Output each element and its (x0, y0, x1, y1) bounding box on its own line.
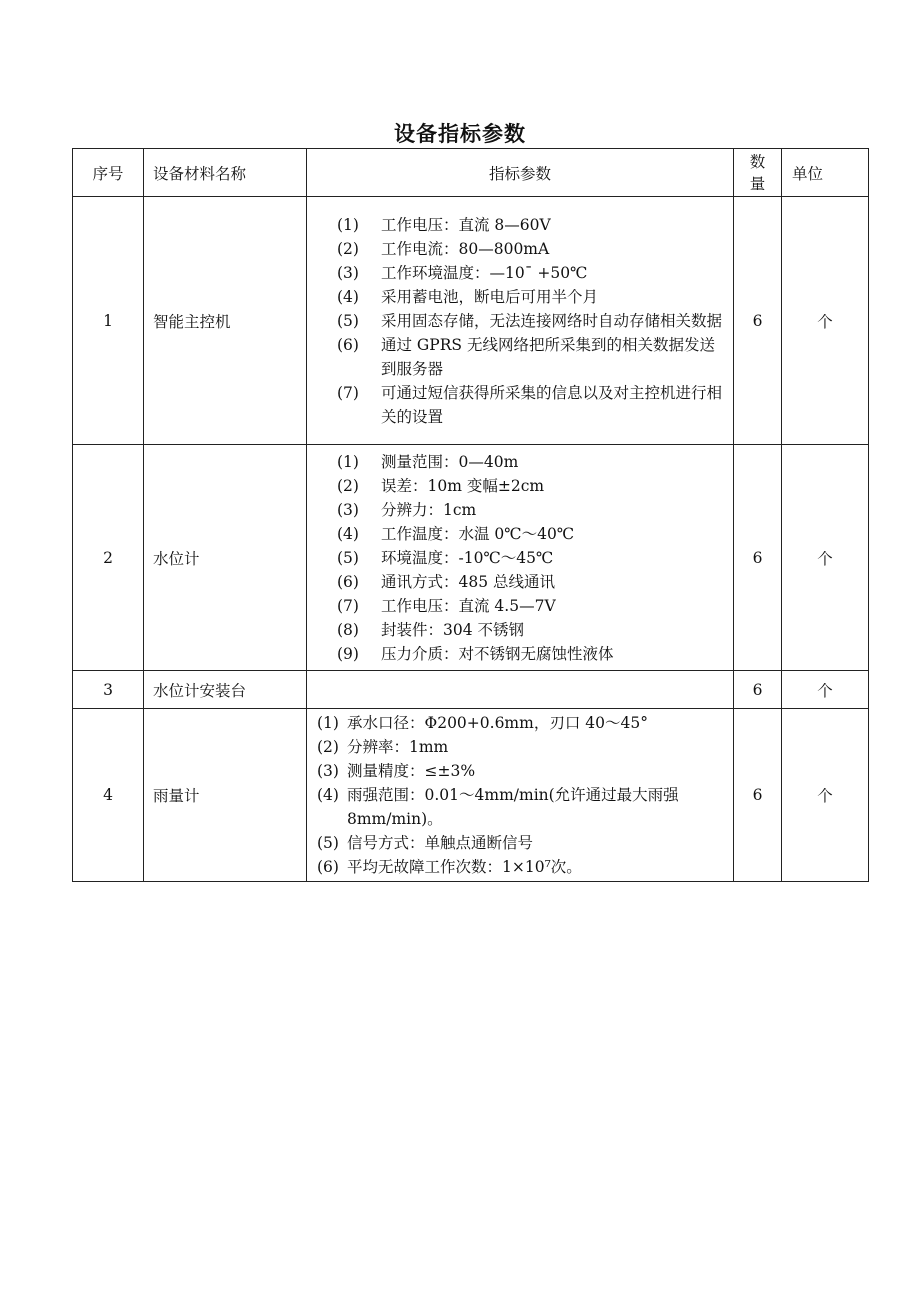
row-num: 1 (73, 197, 144, 445)
table-row (73, 445, 869, 671)
spec-text: 测量精度：≤±3% (347, 762, 476, 780)
spec-no: (6) (337, 572, 359, 591)
spec-text: 通讯方式：485 总线通讯 (381, 572, 556, 591)
table-row (73, 709, 869, 882)
header-name: 设备材料名称 (144, 149, 307, 197)
spec-item (307, 855, 733, 879)
spec-no: (3) (317, 762, 339, 780)
spec-item (307, 831, 733, 855)
row-specs (307, 709, 734, 882)
row-num: 2 (73, 445, 144, 671)
spec-text: 封装件：304 不锈钢 (381, 620, 525, 639)
spec-text: 工作电流：80—800mA (381, 239, 550, 258)
row-specs (307, 671, 734, 709)
row-qty: 6 (734, 671, 782, 709)
spec-item (307, 570, 733, 594)
row-qty: 6 (734, 197, 782, 445)
spec-text: 平均无故障工作次数：1×10⁷次。 (347, 858, 582, 876)
row-num: 4 (73, 709, 144, 882)
spec-no: (1) (317, 714, 339, 732)
spec-text: 雨强范围：0.01～4mm/min(允许通过最大雨强 8mm/min)。 (347, 786, 679, 828)
spec-text: 工作电压：直流 8—60V (381, 215, 551, 234)
header-qty (734, 149, 782, 197)
spec-text: 工作环境温度：—10ˉ +50℃ (381, 263, 588, 282)
page-title: 设备指标参数 (394, 122, 526, 146)
spec-item (307, 237, 733, 261)
header-spec: 指标参数 (307, 149, 734, 197)
spec-text: 承水口径：Φ200+0.6mm，刃口 40～45° (347, 714, 648, 732)
row-name: 雨量计 (144, 709, 307, 882)
spec-no: (3) (337, 500, 359, 519)
spec-item (307, 618, 733, 642)
spec-text: 信号方式：单触点通断信号 (347, 834, 534, 852)
spec-text: 工作电压：直流 4.5—7V (381, 596, 556, 615)
table-row (73, 197, 869, 445)
row-unit: 个 (782, 197, 869, 445)
spec-no: (5) (317, 834, 339, 852)
spec-no: (2) (317, 738, 339, 756)
row-specs (307, 445, 734, 671)
row-name: 智能主控机 (144, 197, 307, 445)
row-unit: 个 (782, 709, 869, 882)
spec-item (307, 783, 733, 831)
spec-no: (1) (337, 452, 359, 471)
row-name: 水位计安装台 (144, 671, 307, 709)
spec-no: (7) (337, 383, 359, 402)
spec-no: (4) (317, 786, 339, 804)
spec-text: 压力介质：对不锈钢无腐蚀性液体 (381, 644, 614, 663)
row-specs (307, 197, 734, 445)
spec-item (307, 594, 733, 618)
header-num: 序号 (73, 149, 144, 197)
spec-text: 测量范围：0—40m (381, 452, 519, 471)
spec-item (307, 474, 733, 498)
spec-item (307, 450, 733, 474)
spec-no: (5) (337, 311, 359, 330)
row-qty: 6 (734, 709, 782, 882)
spec-no: (2) (337, 239, 359, 258)
spec-text: 分辨率：1mm (347, 738, 449, 756)
spec-no: (6) (337, 335, 359, 354)
row-num: 3 (73, 671, 144, 709)
spec-item (307, 333, 733, 381)
spec-item (307, 498, 733, 522)
spec-no: (9) (337, 644, 359, 663)
spec-table (72, 148, 869, 882)
spec-item (307, 642, 733, 666)
spec-no: (4) (337, 524, 359, 543)
table-header-row (73, 149, 869, 197)
spec-text: 通过 GPRS 无线网络把所采集到的相关数据发送到服务器 (381, 335, 715, 378)
row-unit: 个 (782, 671, 869, 709)
header-qty-line2: 量 (749, 174, 766, 193)
spec-no: (8) (337, 620, 359, 639)
spec-text: 采用固态存储，无法连接网络时自动存储相关数据 (381, 311, 723, 330)
spec-no: (2) (337, 476, 359, 495)
spec-no: (5) (337, 548, 359, 567)
spec-item (307, 309, 733, 333)
spec-item (307, 213, 733, 237)
header-qty-line1: 数 (749, 152, 766, 171)
spec-text: 可通过短信获得所采集的信息以及对主控机进行相关的设置 (381, 383, 723, 426)
spec-item (307, 381, 733, 429)
row-unit: 个 (782, 445, 869, 671)
spec-item (307, 735, 733, 759)
row-qty: 6 (734, 445, 782, 671)
spec-text: 工作温度：水温 0℃～40℃ (381, 524, 575, 543)
header-unit: 单位 (782, 149, 869, 197)
spec-item (307, 261, 733, 285)
spec-item (307, 522, 733, 546)
spec-item (307, 546, 733, 570)
spec-text: 误差：10m 变幅±2cm (381, 476, 545, 495)
spec-item (307, 711, 733, 735)
spec-no: (7) (337, 596, 359, 615)
spec-no: (6) (317, 858, 339, 876)
spec-item (307, 285, 733, 309)
spec-no: (1) (337, 215, 359, 234)
row-name: 水位计 (144, 445, 307, 671)
table-row (73, 671, 869, 709)
spec-text: 分辨力：1cm (381, 500, 477, 519)
spec-item (307, 759, 733, 783)
spec-text: 环境温度：-10℃～45℃ (381, 548, 554, 567)
spec-text: 采用蓄电池，断电后可用半个月 (381, 287, 599, 306)
spec-no: (3) (337, 263, 359, 282)
spec-no: (4) (337, 287, 359, 306)
